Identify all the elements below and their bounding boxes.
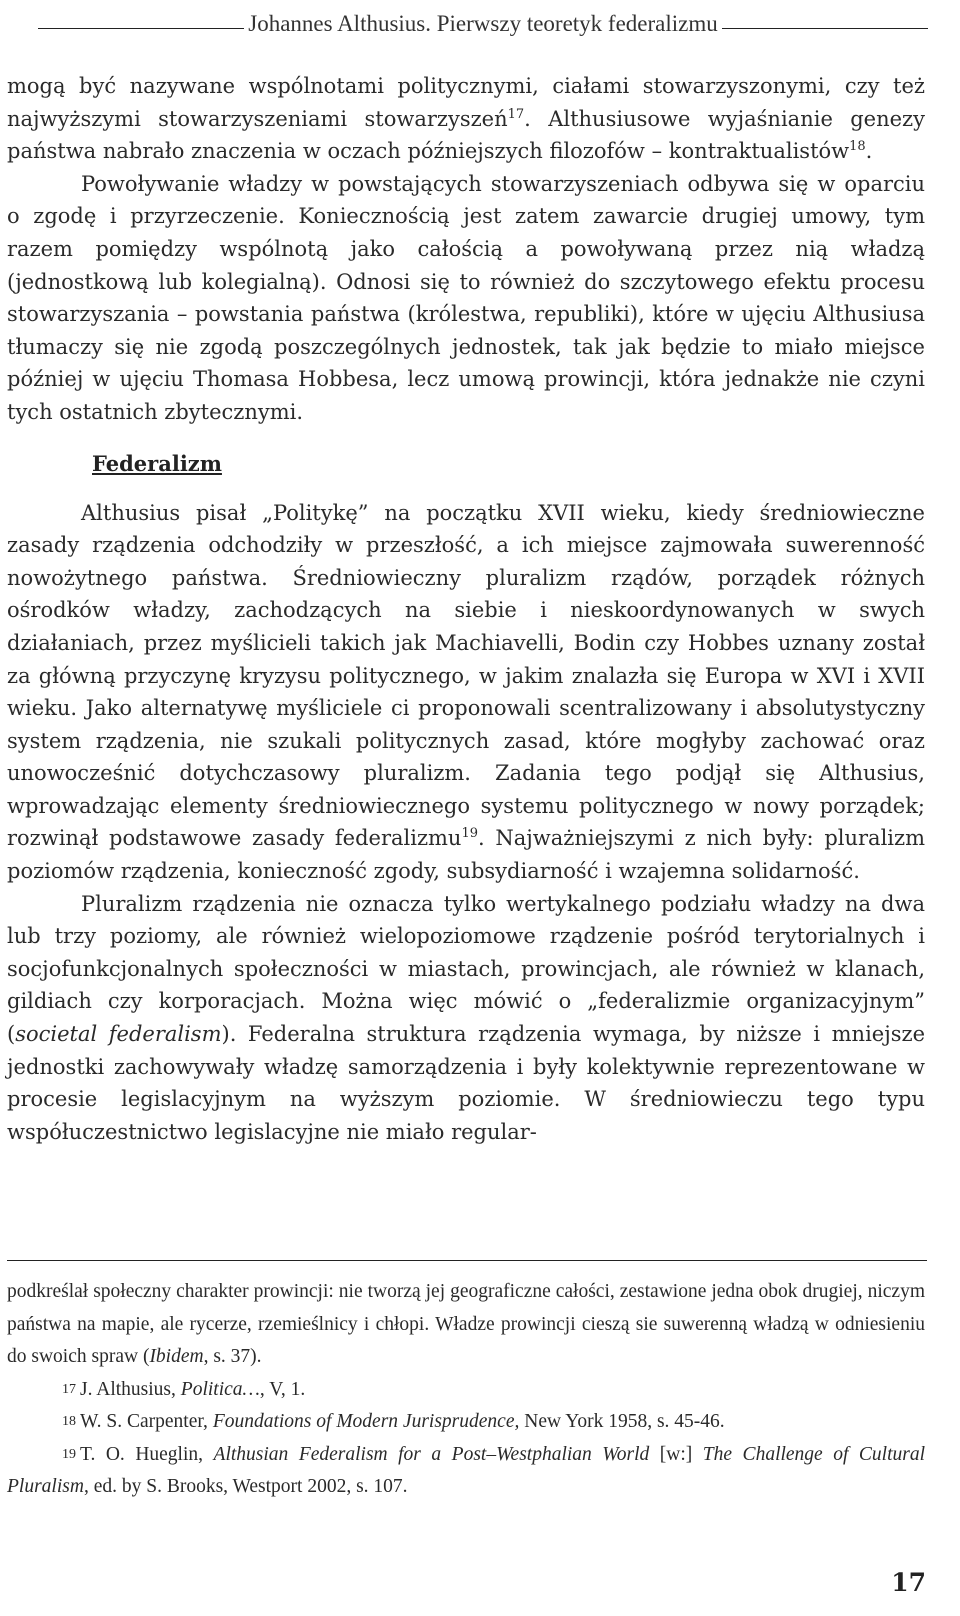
footnote-separator [7, 1260, 927, 1261]
page-number: 17 [891, 1568, 926, 1597]
footnote-18: 18 W. S. Carpenter, Foundations of Modern Jurisprudence, New York 1958, s. 45-46. [62, 1411, 725, 1432]
footnote-ref-18[interactable]: 18 [849, 139, 866, 155]
footnote-17: 17 J. Althusius, Politica…, V, 1. [62, 1378, 306, 1400]
header-rule-right [722, 0, 928, 29]
main-text [7, 70, 925, 1148]
paragraph-4: Pluralizm rządzenia nie oznacza tylko wertykalnego podziału władzy na dwa lub trzy poziomy, ale również wielopoziomowe rządzenie pośród terytorialnych i socjofunkcjonalnych społeczności w miastach, prowincjach, ale również w klanach, gildiach czy korporacjach. Można więc mówić o „federalizmie organizacyjnym” (societal federalism). Federalna struktura rządzenia wymaga, by niższe i mniejsze jednostki zachowywały władzę samorządzenia i były kolektywnie reprezentowane w procesie legislacyjnym na wyższym poziomie. W średniowieczu tego typu współuczestnictwo legislacyjne nie miało regular- [7, 891, 925, 1144]
footnote-continued: podkreślał społeczny charakter prowincji: nie tworzą jej geograficzne całości, zestawione jedna obok drugiej, niczym państwa na mapie, ale rycerze, rzemieślnicy i chłopi. Władze prowincji cieszą sie suwerenną władzą w odniesieniu do swoich spraw (Ibidem, s. 37). [7, 1281, 925, 1367]
section-heading: Federalizm [92, 450, 222, 476]
running-header [38, 0, 928, 40]
running-header-title: Johannes Althusius. Pierwszy teoretyk federalizmu [248, 11, 718, 36]
header-rule-left [38, 0, 244, 29]
footnote-19: 19 T. O. Hueglin, Althusian Federalism for a Post–Westphalian World [w:] The Challenge of Cultural Pluralism, ed. by S. Brooks, Westport 2002, s. 107. [7, 1443, 926, 1497]
paragraph-2: Powoływanie władzy w powstających stowarzyszeniach odbywa się w oparciu o zgodę i przyrzeczenie. Koniecznością jest zatem zawarcie drugiej umowy, tym razem pomiędzy wspólnotą jako całością a powoływaną przez nią władzą (jednostkową lub kolegialną). Odnosi się to również do szczytowego efektu procesu stowarzyszania – powstania państwa (królestwa, republiki), które w ujęciu Althusiusa tłumaczy się nie zgodą poszczególnych jednostek, tak jak będzie to miało miejsce później w ujęciu Thomasa Hobbesa, lecz umową prowincji, która jednakże nie czyni tych ostatnich zbytecznymi. [7, 171, 925, 424]
footnote-ref-17[interactable]: 17 [507, 106, 525, 122]
paragraph-1: mogą być nazywane wspólnotami politycznymi, ciałami stowarzyszonymi, czy też najwyższymi stowarzyszeniami stowarzyszeń$^{17}$. Althusiusowe wyjaśnianie genezy państwa nabrało znaczenia w oczach późniejszych filozofów – kontraktualistów$^{18}$. [7, 74, 925, 164]
footnotes [7, 1276, 925, 1504]
paragraph-3: Althusius pisał „Politykę” na początku XVII wieku, kiedy średniowieczne zasady rządzenia odchodziły w przeszłość, a ich miejsce zajmowała suwerenność nowożytnego państwa. Średniowieczny pluralizm rządów, porządek różnych ośrodków władzy, zachodzących na siebie i nieskoordynowanych w swych działaniach, przez myślicieli takich jak Machiavelli, Bodin czy Hobbes uznany został za główną przyczynę kryzysu politycznego, w jakim znalazła się Europa w XVI i XVII wieku. Jako alternatywę myśliciele ci proponowali scentralizowany i absolutystyczny system rządzenia, nie szukali politycznych zasad, które mogłyby zachować oraz unowocześnić dotychczasowy pluralizm. Zadania tego podjął się Althusius, wprowadzając elementy średniowiecznego systemu politycznego w nowy porządek; rozwinął podstawowe zasady federalizmu$^{19}$. Najważniejszymi z nich były: pluralizm poziomów rządzenia, konieczność zgody, subsydiarność i wzajemna solidarność. [7, 500, 925, 884]
footnote-ref-19[interactable]: 19 [461, 826, 478, 842]
